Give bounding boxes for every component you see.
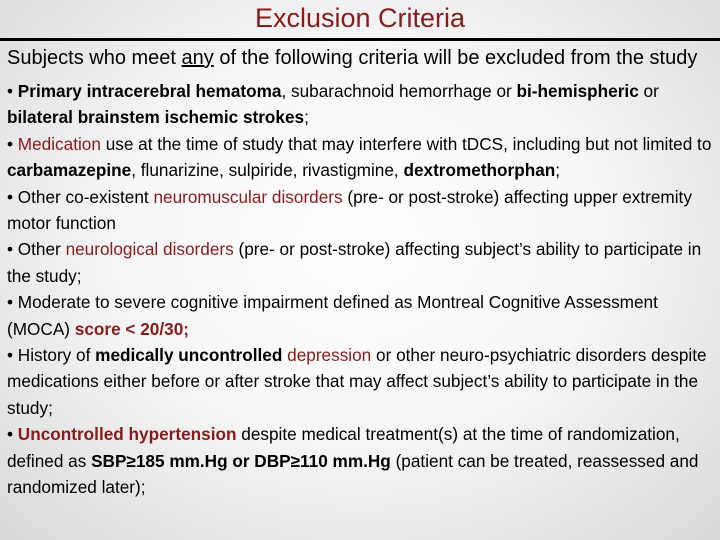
bullet-text: • History of: [7, 345, 96, 366]
bold-term: carbamazepine: [7, 160, 132, 181]
bold-term: SBP≥185 mm.Hg or DBP≥110 mm.Hg: [91, 450, 391, 471]
bullet-text: ;: [304, 107, 309, 128]
bullet-text: •: [7, 81, 18, 101]
bullet-text: (pre- or post-stroke) affecting upper extremity motor function: [7, 186, 692, 234]
bold-term: dextromethorphan: [403, 160, 556, 181]
title-divider: [0, 38, 720, 41]
bullet-text: • Moderate to severe cognitive impairment defined as Montreal Cognitive Assessment (MOCA): [7, 292, 658, 339]
slide-title: Exclusion Criteria: [254, 3, 466, 33]
bold-term: Primary intracerebral hematoma: [17, 81, 282, 101]
intro-after: of the following criteria will be excluded from the study: [213, 47, 698, 69]
bold-term: medically uncontrolled: [95, 345, 283, 366]
criterion-neuromuscular: [7, 184, 713, 237]
bullet-text: •: [7, 133, 18, 154]
bullet-text: , flunarizine, sulpiride, rivastigmine,: [131, 160, 404, 181]
highlight-term: Medication: [17, 133, 101, 154]
highlight-term: depression: [287, 345, 372, 366]
bullet-text: , subarachnoid hemorrhage or: [281, 81, 517, 101]
bullet-text: or other neuro-psychiatric disorders despite medications either before or after stroke that may affect subject’s ability to participate in the study;: [7, 345, 707, 418]
bullet-text: (patient can be treated, reassessed and randomized later);: [7, 450, 699, 498]
bullet-text: •: [7, 424, 18, 445]
intro-before: Subjects who meet: [7, 47, 182, 69]
bullet-text: • Other: [7, 239, 66, 260]
criterion-hemorrhage-stroke: [7, 78, 713, 131]
bullet-text: ;: [555, 160, 561, 181]
criteria-list: [7, 78, 713, 501]
bullet-text: use at the time of study that may interfere with tDCS, including but not limited to: [100, 133, 712, 154]
bullet-text: • Other co-existent: [7, 186, 154, 207]
bold-term: bi-hemispheric: [516, 81, 639, 101]
bold-term: bilateral brainstem ischemic strokes: [7, 107, 305, 128]
criterion-depression: [7, 342, 713, 421]
slide-body: [7, 46, 713, 501]
bullet-text: (pre- or post-stroke) affecting subject’s ability to participate in the study;: [7, 239, 702, 286]
highlight-term: neuromuscular disorders: [153, 186, 343, 207]
highlight-term: Uncontrolled hypertension: [17, 424, 237, 445]
highlight-term: score < 20/30;: [74, 318, 189, 339]
criterion-medication: [7, 131, 713, 184]
bullet-text: despite medical treatment(s) at the time of randomization, defined as: [7, 424, 680, 471]
criterion-neurological: [7, 236, 713, 289]
criterion-hypertension: [7, 421, 713, 500]
bullet-text: or: [638, 81, 659, 101]
intro-underlined-word: any: [181, 47, 214, 69]
criterion-cognitive: [7, 289, 713, 342]
intro-text: [7, 46, 713, 70]
highlight-term: neurological disorders: [65, 239, 234, 260]
